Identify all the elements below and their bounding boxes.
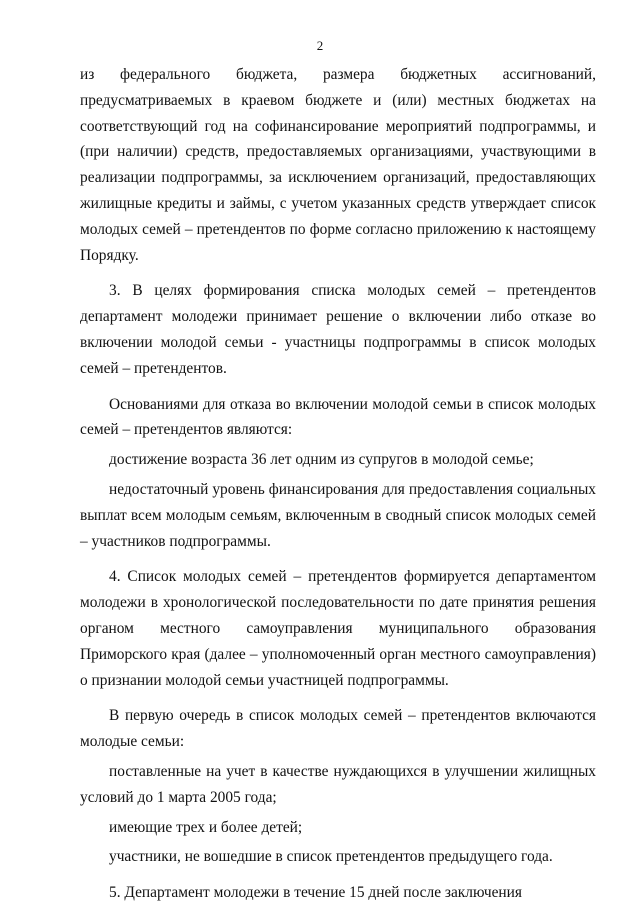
paragraph-priority: В первую очередь в список молодых семей – претендентов включаются молодые семьи: bbox=[80, 707, 596, 751]
page-number: 2 bbox=[316, 38, 324, 53]
paragraph-refusal-age: достижение возраста 36 лет одним из супругов в молодой семье; bbox=[109, 451, 534, 469]
paragraph-continuation: из федерального бюджета, размера бюджетных ассигнований, предусматриваемых в краевом бюджете и (или) местных бюджетах на соответствующий год на софинансирование мероприятий подпрограммы, и (при наличии) средств, предоставляемых организациями, участвующими в реализации подпрограммы, за исключением организаций, предоставляющих жилищные кредиты и займы, с учетом указанных средств утверждает список молодых семей – претендентов по форме согласно приложению к настоящему Порядку. bbox=[80, 66, 596, 264]
document-body bbox=[80, 62, 596, 906]
paragraph-priority-registered: поставленные на учет в качестве нуждающихся в улучшении жилищных условий до 1 марта 2005 года; bbox=[80, 762, 596, 806]
paragraph-priority-children: имеющие трех и более детей; bbox=[109, 818, 303, 836]
paragraph-item-3: 3. В целях формирования списка молодых семей – претендентов департамент молодежи принимает решение о включении либо отказе во включении молодой семьи - участницы подпрограммы в список молодых семей – претендентов. bbox=[80, 282, 596, 377]
paragraph-item-4: 4. Список молодых семей – претендентов формируется департаментом молодежи в хронологической последовательности по дате принятия решения органом местного самоуправления муниципального образования Приморского края (далее – уполномоченный орган местного самоуправления) о признании молодой семьи участницей подпрограммы. bbox=[80, 568, 596, 689]
paragraph-priority-previous: участники, не вошедшие в список претендентов предыдущего года. bbox=[109, 848, 553, 866]
paragraph-refusal-grounds: Основаниями для отказа во включении молодой семьи в список молодых семей – претендентов являются: bbox=[80, 395, 596, 439]
paragraph-item-5: 5. Департамент молодежи в течение 15 дней после заключения bbox=[109, 884, 522, 902]
paragraph-refusal-funding: недостаточный уровень финансирования для предоставления социальных выплат всем молодым семьям, включенным в сводный список молодых семей – участников подпрограммы. bbox=[80, 480, 596, 550]
